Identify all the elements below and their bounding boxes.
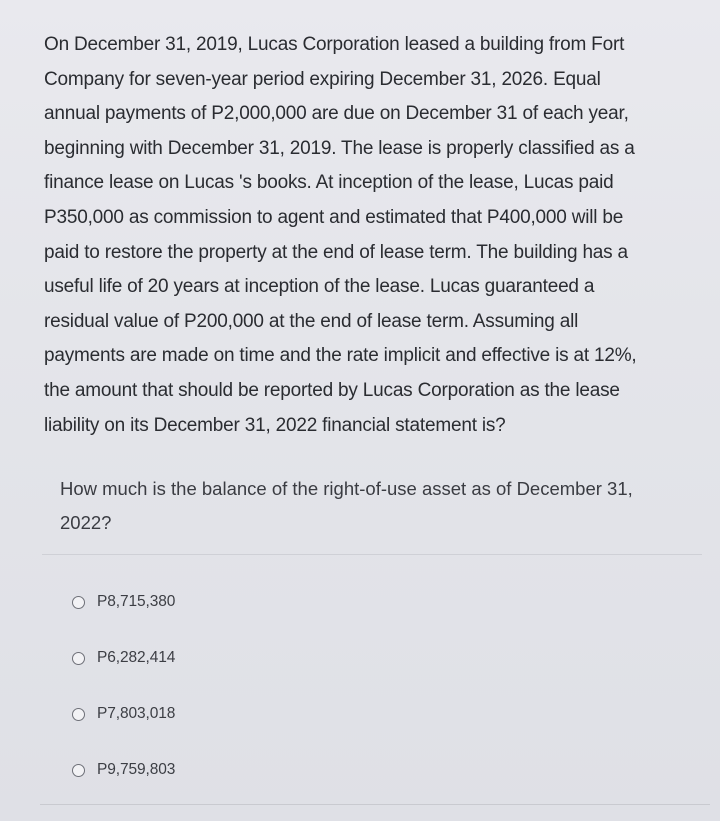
question-line: finance lease on Lucas 's books. At inception of the lease, Lucas paid (44, 172, 614, 194)
question-line: annual payments of P2,000,000 are due on December 31 of each year, (44, 103, 629, 125)
question-line: residual value of P200,000 at the end of lease term. Assuming all (44, 310, 579, 332)
sub-question-text (60, 472, 690, 540)
answer-option-d[interactable] (72, 742, 672, 798)
question-line: On December 31, 2019, Lucas Corporation leased a building from Fort (44, 34, 625, 55)
question-line: payments are made on time and the rate implicit and effective is at 12%, (44, 345, 637, 367)
question-line: liability on its December 31, 2022 financial statement is? (44, 414, 506, 436)
answer-option-b[interactable] (72, 630, 672, 686)
radio-button[interactable] (72, 652, 85, 665)
answer-option-label: P9,759,803 (97, 761, 176, 778)
answer-options (72, 574, 672, 798)
question-line: beginning with December 31, 2019. The lease is properly classified as a (44, 137, 635, 159)
bottom-divider (40, 804, 710, 805)
answer-option-a[interactable] (72, 574, 672, 630)
radio-button[interactable] (72, 596, 85, 609)
answer-option-label: P6,282,414 (97, 649, 176, 666)
question-line: P350,000 as commission to agent and estimated that P400,000 will be (44, 206, 624, 228)
question-line: Company for seven-year period expiring December 31, 2026. Equal (44, 68, 601, 90)
question-line: the amount that should be reported by Lucas Corporation as the lease (44, 379, 620, 401)
sub-question-line: How much is the balance of the right-of-use asset as of December 31, (60, 478, 633, 499)
question-line: useful life of 20 years at inception of the lease. Lucas guaranteed a (44, 276, 595, 298)
answer-option-c[interactable] (72, 686, 672, 742)
divider (42, 554, 702, 555)
radio-button[interactable] (72, 708, 85, 721)
answer-option-label: P8,715,380 (97, 593, 176, 610)
radio-button[interactable] (72, 764, 85, 777)
question-line: paid to restore the property at the end of lease term. The building has a (44, 241, 628, 263)
question-card (18, 14, 708, 814)
answer-option-label: P7,803,018 (97, 705, 176, 722)
question-text (44, 28, 694, 443)
sub-question-line: 2022? (60, 512, 112, 533)
